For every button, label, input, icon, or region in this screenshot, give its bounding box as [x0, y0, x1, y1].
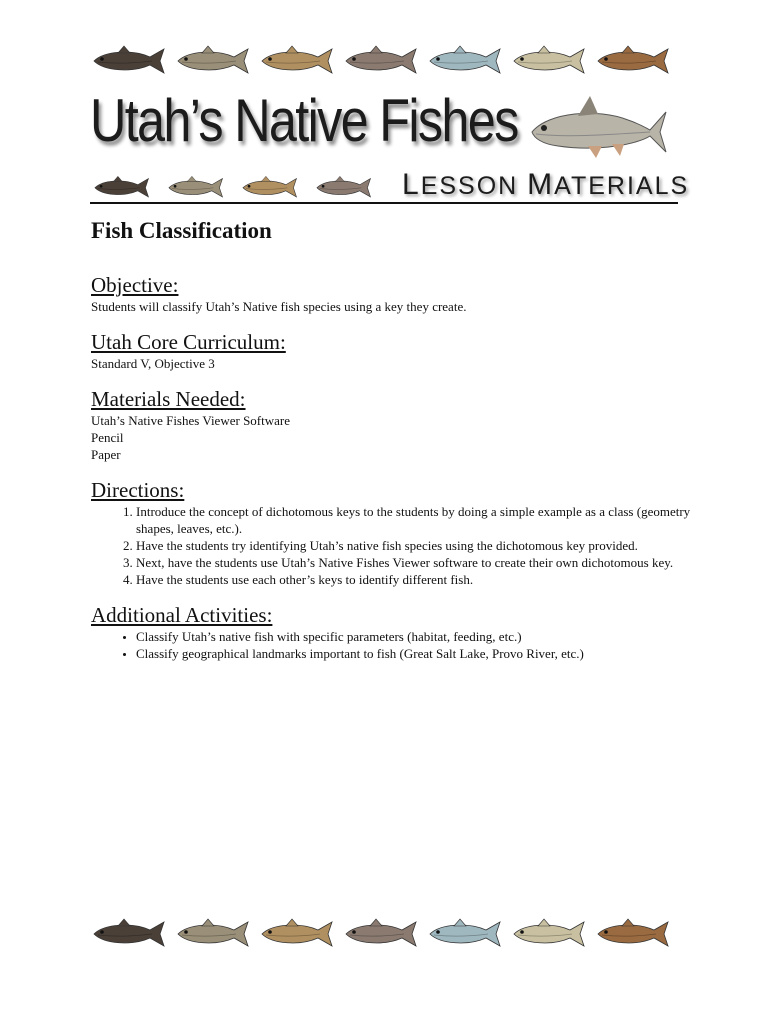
- fish-icon: [428, 43, 508, 77]
- fish-icon: [596, 916, 676, 950]
- banner-subtitle: [402, 168, 689, 202]
- fish-icon: [176, 916, 256, 950]
- direction-step: 1. Introduce the concept of dichotomous keys to the students by doing a simple example as a class (geometry shapes, leaves, etc.).: [136, 503, 691, 537]
- additional-item: • Classify Utah’s native fish with specific parameters (habitat, feeding, etc.): [136, 628, 691, 645]
- fish-icon: [428, 916, 508, 950]
- materials-item: Utah’s Native Fishes Viewer Software: [91, 413, 290, 428]
- banner-subtitle-m: M: [527, 168, 555, 201]
- direction-step: 3. Next, have the students use Utah’s Native Fishes Viewer software to create their own dichotomous key.: [136, 554, 691, 571]
- page-title: Fish Classification: [91, 218, 272, 243]
- fish-icon: [314, 174, 378, 200]
- directions-heading: Directions:: [91, 478, 185, 502]
- whitefish-icon: [528, 94, 668, 164]
- banner-title: Utah’s Native Fishes: [90, 87, 518, 154]
- fish-icon: [344, 43, 424, 77]
- header-banner: [90, 76, 690, 206]
- banner-small-fish-strip: [92, 174, 392, 200]
- fish-icon: [260, 43, 340, 77]
- banner-subtitle-l: L: [402, 168, 421, 201]
- fish-icon: [344, 916, 424, 950]
- curriculum-section: [91, 329, 691, 372]
- banner-subtitle-esson: ESSON: [420, 172, 528, 200]
- fish-icon: [512, 916, 592, 950]
- bottom-fish-strip: [92, 916, 676, 950]
- additional-section: [91, 602, 691, 662]
- fish-icon: [240, 174, 304, 200]
- fish-icon: [92, 916, 172, 950]
- direction-step: 2. Have the students try identifying Utah’s native fish species using the dichotomous key provided.: [136, 537, 691, 554]
- materials-section: [91, 386, 691, 463]
- additional-list: [91, 628, 691, 662]
- objective-text: Students will classify Utah’s Native fish species using a key they create.: [91, 299, 467, 314]
- fish-icon: [260, 916, 340, 950]
- fish-icon: [512, 43, 592, 77]
- curriculum-heading: Utah Core Curriculum:: [91, 330, 286, 354]
- fish-icon: [92, 174, 156, 200]
- directions-list: [91, 503, 691, 588]
- fish-icon: [166, 174, 230, 200]
- top-fish-strip: [92, 43, 676, 77]
- additional-item: • Classify geographical landmarks important to fish (Great Salt Lake, Provo River, etc.): [136, 645, 691, 662]
- banner-divider: [90, 202, 678, 204]
- objective-heading: Objective:: [91, 273, 179, 297]
- fish-icon: [92, 43, 172, 77]
- curriculum-text: Standard V, Objective 3: [91, 356, 215, 371]
- banner-subtitle-aterials: ATERIALS: [554, 172, 690, 200]
- materials-item: Pencil: [91, 430, 124, 445]
- objective-section: [91, 272, 691, 315]
- fish-icon: [596, 43, 676, 77]
- direction-step: 4. Have the students use each other’s keys to identify different fish.: [136, 571, 691, 588]
- additional-heading: Additional Activities:: [91, 603, 273, 627]
- lesson-content: [91, 218, 691, 676]
- materials-heading: Materials Needed:: [91, 387, 246, 411]
- materials-item: Paper: [91, 447, 121, 462]
- directions-section: [91, 477, 691, 588]
- fish-icon: [176, 43, 256, 77]
